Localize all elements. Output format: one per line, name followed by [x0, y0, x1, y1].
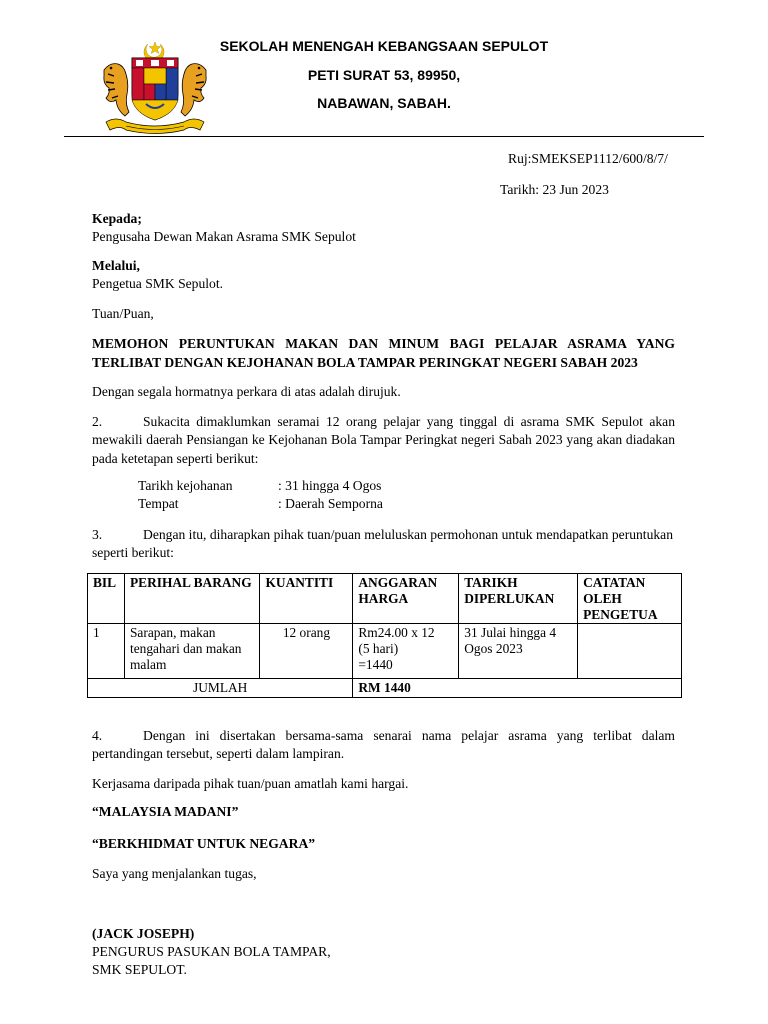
table-row [88, 624, 682, 679]
column-header-catatan: CATATAN OLEH PENGETUA [578, 574, 682, 624]
paragraph-2-number: 2. [92, 414, 103, 429]
school-city: NABAWAN, SABAH. [317, 95, 451, 111]
total-label: JUMLAH [88, 679, 353, 698]
harga-line: Rm24.00 x 12 [358, 625, 435, 641]
paragraph-4-text: Dengan ini disertakan bersama-sama senarai nama pelajar asrama yang terlibat dalam pertandingan tersebut, seperti dalam lampiran. [92, 728, 675, 762]
detail-label: Tarikh kejohanan [138, 478, 233, 493]
detail-value: : 31 hingga 4 Ogos [278, 478, 382, 493]
signer-name: (JACK JOSEPH) [92, 926, 195, 941]
reference-number: Ruj:SMEKSEP1112/600/8/7/ [508, 151, 668, 166]
via-value: Pengetua SMK Sepulot. [92, 276, 224, 291]
cell-tarikh: 31 Julai hingga 4 Ogos 2023 [459, 624, 578, 679]
signer-title: PENGURUS PASUKAN BOLA TAMPAR, [92, 944, 331, 959]
signer-organisation: SMK SEPULOT. [92, 962, 187, 977]
harga-line: =1440 [358, 657, 393, 673]
column-header-kuantiti: KUANTITI [260, 574, 353, 624]
column-header-harga: ANGGARAN HARGA [353, 574, 459, 624]
paragraph-4-number: 4. [92, 728, 103, 743]
recipient-value: Pengusaha Dewan Makan Asrama SMK Sepulot [92, 229, 356, 244]
salutation: Tuan/Puan, [92, 306, 154, 321]
column-header-bil: BIL [88, 574, 125, 624]
thanks-line: Kerjasama daripada pihak tuan/puan amatlah kami hargai. [92, 776, 409, 791]
letter-subject: MEMOHON PERUNTUKAN MAKAN DAN MINUM BAGI PELAJAR ASRAMA YANG TERLIBAT DENGAN KEJOHANAN BOLA TAMPAR PERINGKAT NEGERI SABAH 2023 [92, 336, 675, 371]
total-value: RM 1440 [353, 679, 682, 698]
cell-bil: 1 [88, 624, 125, 679]
cell-perihal: Sarapan, makan tengahari dan makan malam [124, 624, 260, 679]
cell-kuantiti: 12 orang [260, 624, 353, 679]
harga-line: (5 hari) [358, 641, 399, 657]
letterhead-divider [64, 136, 704, 137]
intro-paragraph: Dengan segala hormatnya perkara di atas adalah dirujuk. [92, 384, 401, 399]
column-header-tarikh: TARIKH DIPERLUKAN [459, 574, 578, 624]
detail-value: : Daerah Semporna [278, 496, 383, 511]
paragraph-3 [92, 526, 675, 563]
table-header-row [88, 574, 682, 624]
motto-berkhidmat: “BERKHIDMAT UNTUK NEGARA” [92, 836, 316, 851]
detail-row [138, 495, 383, 513]
column-header-perihal: PERIHAL BARANG [124, 574, 260, 624]
allocation-table [87, 573, 682, 698]
school-address: PETI SURAT 53, 89950, [307, 67, 461, 83]
paragraph-2-text: Sukacita dimaklumkan seramai 12 orang pelajar yang tinggal di asrama SMK Sepulot akan mewakili daerah Pensiangan ke Kejohanan Bola Tampar Peringkat negeri Sabah 2023 yang akan diadakan pada ketetapan seperti berikut: [92, 414, 675, 466]
paragraph-4 [92, 727, 675, 764]
motto-malaysia-madani: “MALAYSIA MADANI” [92, 804, 239, 819]
detail-row [138, 477, 381, 495]
cell-harga [353, 624, 459, 679]
school-name: SEKOLAH MENENGAH KEBANGSAAN SEPULOT [219, 38, 549, 54]
paragraph-3-text: Dengan itu, diharapkan pihak tuan/puan meluluskan permohonan untuk mendapatkan peruntukan seperti berikut: [92, 527, 674, 561]
detail-label: Tempat [138, 496, 179, 511]
cell-catatan [578, 624, 682, 679]
table-total-row [88, 679, 682, 698]
paragraph-3-number: 3. [92, 527, 103, 542]
paragraph-2 [92, 413, 675, 468]
recipient-label: Kepada; [92, 211, 142, 226]
letter-date: Tarikh: 23 Jun 2023 [500, 182, 609, 197]
via-label: Melalui, [92, 258, 140, 273]
closing-line: Saya yang menjalankan tugas, [92, 866, 257, 881]
